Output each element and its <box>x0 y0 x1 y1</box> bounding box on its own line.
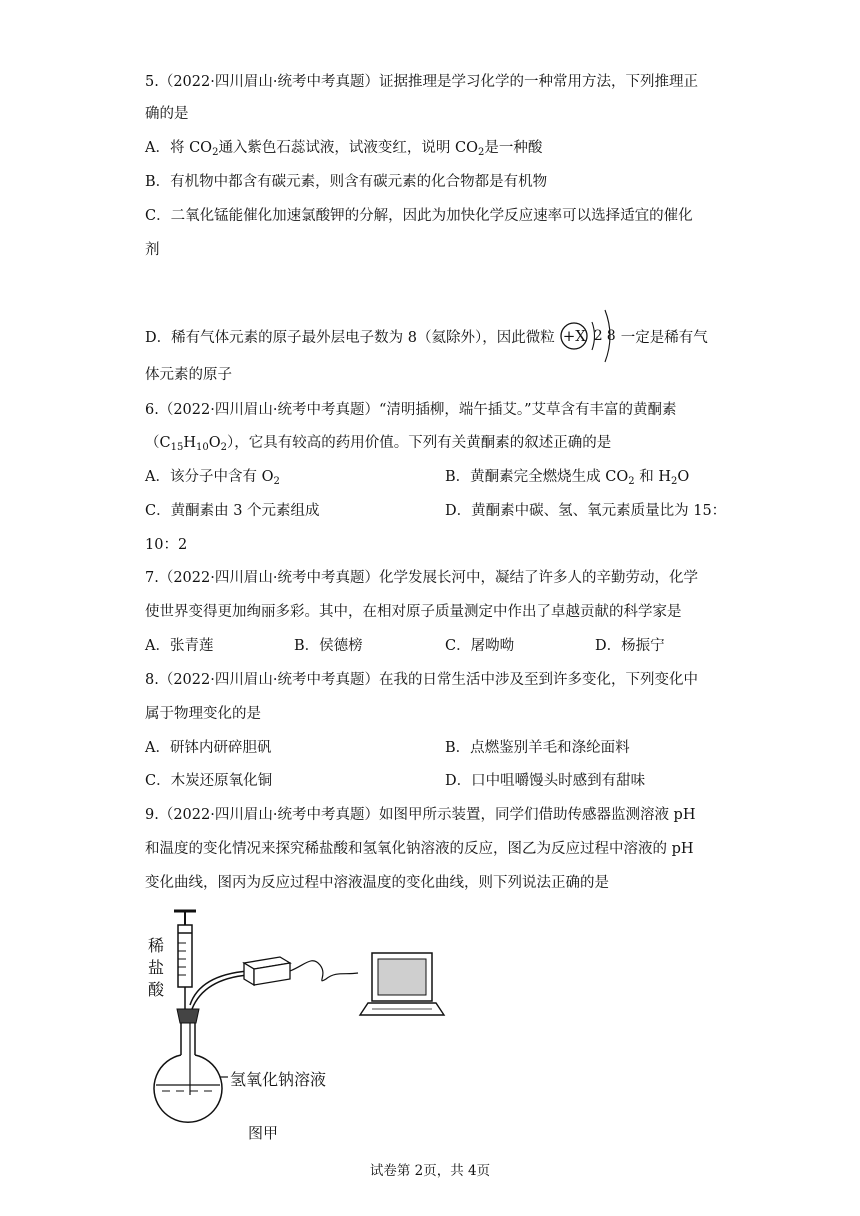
formula-h: H <box>183 435 196 451</box>
q5-option-d-line2: 体元素的原子 <box>145 367 232 383</box>
q9-stem-line3: 变化曲线，图丙为反应过程中溶液温度的变化曲线，则下列说法正确的是 <box>145 875 609 891</box>
q7-stem-line2: 使世界变得更加绚丽多彩。其中，在相对原子质量测定中作出了卓越贡献的科学家是 <box>145 604 682 620</box>
q9-stem-line2: 和温度的变化情况来探究稀盐酸和氢氧化钠溶液的反应，图乙为反应过程中溶液的 pH <box>145 841 694 857</box>
q6-option-a <box>145 467 280 487</box>
q5-a-mid: 通入紫色石蕊试液，试液变红，说明 CO <box>218 140 479 156</box>
q6-stem-post: ），它具有较高的药用价值。下列有关黄酮素的叙述正确的是 <box>227 435 612 451</box>
q5-option-c-line2: 剂 <box>145 242 160 258</box>
subscript: 15 <box>170 442 184 453</box>
subscript: 2 <box>628 476 635 487</box>
q6-option-b <box>445 467 689 487</box>
q5-a-pre: A．将 CO <box>145 140 213 156</box>
q8-stem-line1: 8.（2022·四川眉山·统考中考真题）在我的日常生活中涉及至到许多变化，下列变化中 <box>145 672 698 688</box>
q7-option-d: D．杨振宁 <box>595 638 665 654</box>
q7-option-b: B．侯德榜 <box>294 638 363 654</box>
q6-option-d-line1: D．黄酮素中碳、氢、氧元素质量比为 15： <box>445 503 727 519</box>
q5-d-post: 一定是稀有气 <box>620 330 708 346</box>
q7-stem-line1: 7.（2022·四川眉山·统考中考真题）化学发展长河中，凝结了许多人的辛勤劳动，化学 <box>145 570 698 586</box>
formula-o: O <box>208 435 221 451</box>
q6-stem-line2 <box>145 433 611 453</box>
subscript: 10 <box>196 442 209 453</box>
atom-structure-diagram <box>557 300 619 372</box>
q6-option-d-line2: 10：2 <box>145 537 188 553</box>
q8-stem-line2: 属于物理变化的是 <box>145 706 261 722</box>
q5-a-post: 是一种酸 <box>484 140 543 156</box>
subscript: 2 <box>671 476 678 487</box>
subscript: 2 <box>212 147 219 158</box>
syringe-label-3: 酸 <box>148 980 165 999</box>
q9-stem-line1: 9.（2022·四川眉山·统考中考真题）如图甲所示装置，同学们借助传感器监测溶液 pH <box>145 807 696 823</box>
flask-label: 氢氧化钠溶液 <box>230 1070 327 1089</box>
figure-caption: 图甲 <box>248 1124 279 1142</box>
page-footer: 试卷第 2页，共 4页 <box>369 1163 491 1179</box>
q6-b-post: O <box>677 469 690 485</box>
atom-nucleus-label: +X <box>562 327 586 345</box>
q5-option-d <box>145 302 708 374</box>
q7-option-a: A．张青莲 <box>145 638 214 654</box>
q6-b-mid: 和 H <box>634 469 671 485</box>
q8-option-b: B．点燃鉴别羊毛和涤纶面料 <box>445 740 630 756</box>
q8-option-c: C．木炭还原氧化铜 <box>145 773 273 789</box>
subscript: 2 <box>273 476 280 487</box>
apparatus-drawing <box>140 905 460 1145</box>
q5-stem-line1: 5.（2022·四川眉山·统考中考真题）证据推理是学习化学的一种常用方法，下列推理正 <box>145 74 698 90</box>
syringe-label-1: 稀 <box>148 936 165 955</box>
q8-option-a: A．研钵内研碎胆矾 <box>145 740 272 756</box>
q6-b-pre: B．黄酮素完全燃烧生成 CO <box>445 469 629 485</box>
atom-shell2-count: 8 <box>606 328 616 344</box>
q5-d-pre: D．稀有气体元素的原子最外层电子数为 8（氦除外），因此微粒 <box>145 330 555 346</box>
q5-option-a <box>145 138 542 158</box>
subscript: 2 <box>220 442 227 453</box>
apparatus-figure <box>140 905 460 1145</box>
atom-shell1-count: 2 <box>593 328 603 344</box>
q6-option-c: C．黄酮素由 3 个元素组成 <box>145 503 320 519</box>
q7-option-c: C．屠呦呦 <box>445 638 515 654</box>
q6-formula-pre: （C <box>145 435 171 451</box>
q6-a-text: A．该分子中含有 O <box>145 469 274 485</box>
q5-stem-line2: 确的是 <box>145 106 189 122</box>
q5-option-b: B．有机物中都含有碳元素，则含有碳元素的化合物都是有机物 <box>145 174 548 190</box>
q8-option-d: D．口中咀嚼馒头时感到有甜味 <box>445 773 646 789</box>
q6-stem-line1: 6.（2022·四川眉山·统考中考真题）“清明插柳，端午插艾。”艾草含有丰富的黄酮素 <box>145 402 677 418</box>
subscript: 2 <box>478 147 485 158</box>
q5-option-c-line1: C．二氧化锰能催化加速氯酸钾的分解，因此为加快化学反应速率可以选择适宜的催化 <box>145 208 693 224</box>
syringe-label-2: 盐 <box>148 958 165 977</box>
